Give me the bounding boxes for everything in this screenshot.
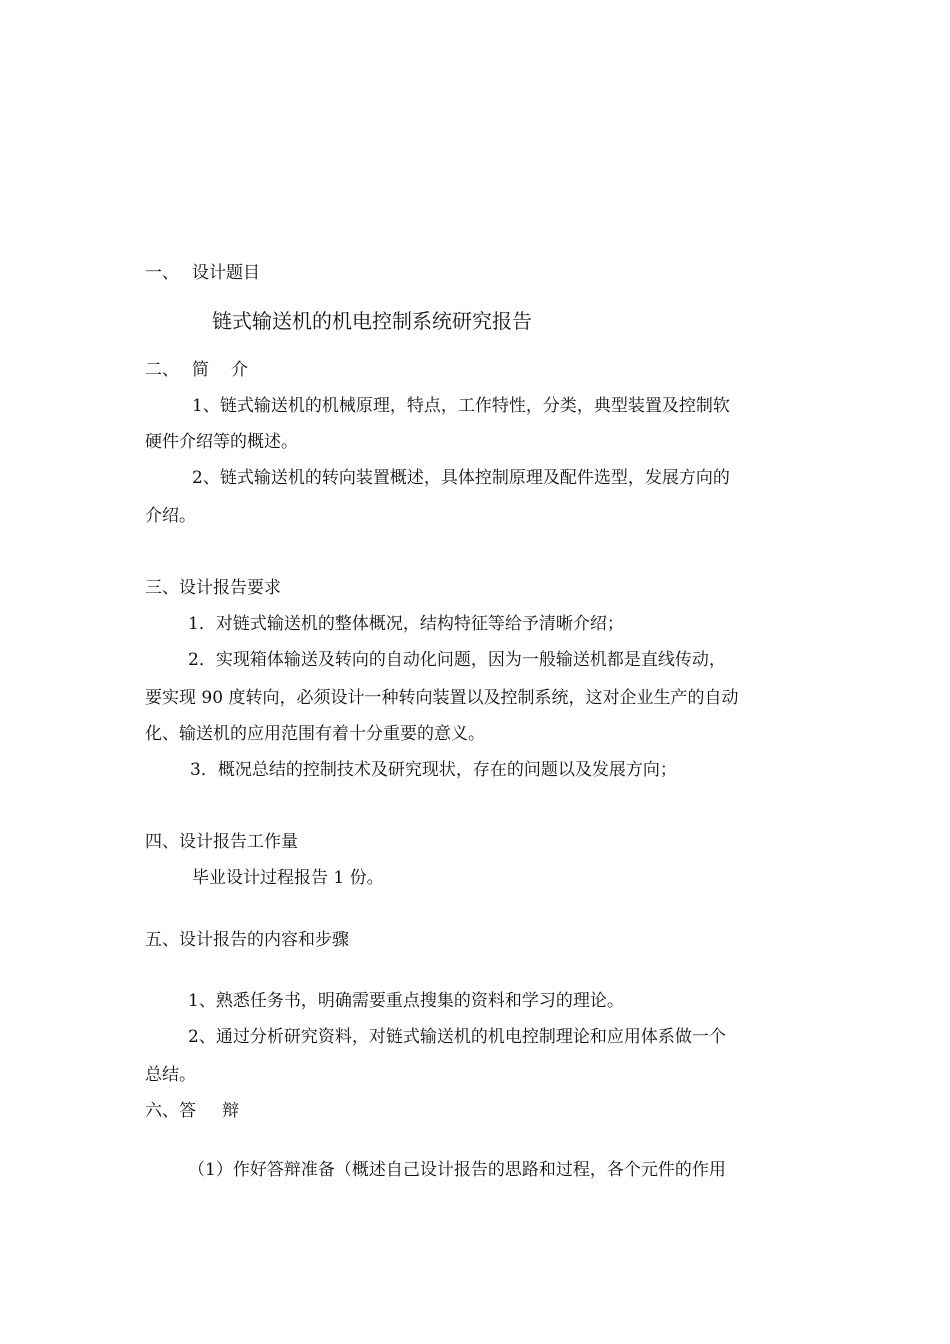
section-2-item-2-line-1: 2、链式输送机的转向装置概述，具体控制原理及配件选型，发展方向的 [192,468,730,488]
section-5-item-2-line-2: 总结。 [145,1065,196,1085]
section-1-heading: 设计题目 [192,263,260,283]
section-3-item-2-line-1: 2．实现箱体输送及转向的自动化问题，因为一般输送机都是直线传动， [188,650,726,670]
section-1-number: 一、 [145,263,179,283]
section-3-item-1: 1．对链式输送机的整体概况，结构特征等给予清晰介绍； [188,614,624,634]
section-5-item-2-line-1: 2、通过分析研究资料，对链式输送机的机电控制理论和应用体系做一个 [188,1027,726,1047]
section-2-item-2-line-2: 介绍。 [145,506,196,526]
section-6-heading-part-1: 六、答 [145,1101,196,1121]
section-2-heading-char-1: 简 [192,360,209,380]
section-2-item-1-line-2: 硬件介绍等的概述。 [145,432,298,452]
section-3-item-2-line-2: 要实现 90 度转向，必须设计一种转向装置以及控制系统，这对企业生产的自动 [145,688,739,708]
report-title: 链式输送机的机电控制系统研究报告 [212,309,532,333]
section-3-heading: 三、设计报告要求 [145,578,281,598]
section-4-body: 毕业设计过程报告 1 份。 [192,868,384,888]
section-6-item-1: （1）作好答辩准备（概述自己设计报告的思路和过程，各个元件的作用 [188,1160,726,1180]
section-4-heading: 四、设计报告工作量 [145,832,298,852]
section-5-heading: 五、设计报告的内容和步骤 [145,930,349,950]
section-3-item-3: 3．概况总结的控制技术及研究现状，存在的问题以及发展方向； [190,760,677,780]
section-2-heading-char-2: 介 [231,360,248,380]
section-2-item-1-line-1: 1、链式输送机的机械原理，特点，工作特性，分类，典型装置及控制软 [192,396,730,416]
section-2-number: 二、 [145,360,179,380]
section-6-heading-part-2: 辩 [222,1101,239,1121]
section-5-item-1: 1、熟悉任务书，明确需要重点搜集的资料和学习的理论。 [188,991,624,1011]
section-3-item-2-line-3: 化、输送机的应用范围有着十分重要的意义。 [145,724,485,744]
